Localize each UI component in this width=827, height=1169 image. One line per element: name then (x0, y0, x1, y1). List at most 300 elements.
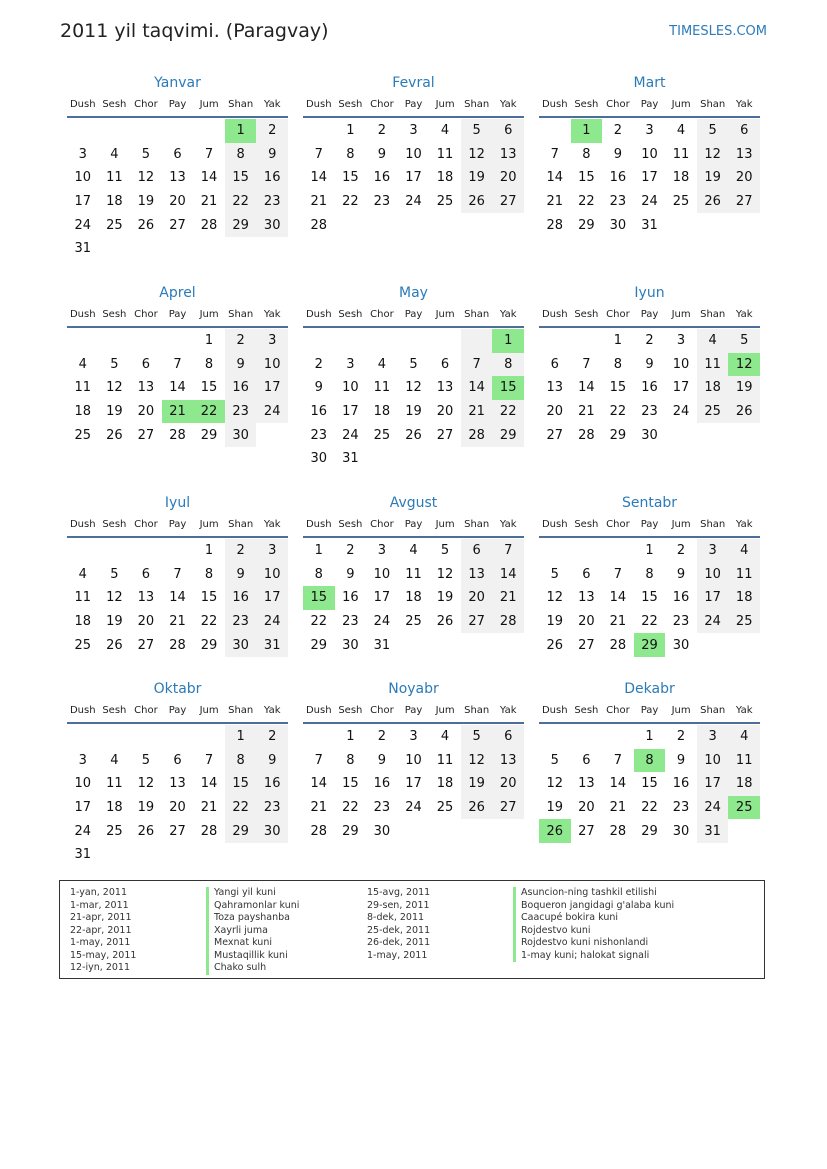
weekday-header (303, 514, 524, 538)
day-cell: 31 (373, 637, 391, 653)
weekday-label: Dush (305, 309, 332, 320)
day-cell: 2 (314, 356, 323, 372)
month-iyun (539, 282, 760, 447)
day-cell: 27 (578, 637, 595, 653)
day-cell: 25 (405, 614, 422, 630)
day-cell: 24 (256, 610, 288, 634)
day-cell: 18 (697, 376, 729, 400)
day-grid (67, 538, 288, 657)
weekday-label: Dush (305, 705, 332, 716)
day-cell: 13 (728, 143, 760, 167)
weekday-label: Chor (606, 705, 630, 716)
weekday-label: Yak (735, 519, 753, 530)
legend-date: 22-apr, 2011 (70, 924, 132, 936)
legend-holiday-name: Toza payshanba (206, 912, 299, 925)
day-cell: 16 (310, 404, 328, 420)
day-cell: 28 (609, 823, 627, 839)
day-cell: 6 (461, 539, 493, 563)
day-cell: 9 (346, 566, 355, 582)
day-cell: 4 (78, 356, 87, 372)
day-grid (539, 538, 760, 657)
weekday-label: Yak (499, 519, 517, 530)
weekday-label: Yak (735, 309, 753, 320)
day-cell: 21 (546, 194, 564, 210)
day-cell: 29 (492, 423, 524, 447)
day-cell: 27 (492, 190, 524, 214)
day-cell: 20 (578, 614, 595, 630)
day-cell: 6 (173, 146, 182, 162)
empty-day-cell (67, 539, 99, 563)
day-cell: 15 (342, 170, 359, 186)
day-cell: 30 (342, 637, 359, 653)
legend-dates-col-1 (70, 887, 136, 975)
day-cell: 13 (461, 563, 493, 587)
day-cell: 16 (225, 376, 257, 400)
day-cell: 13 (492, 143, 524, 167)
empty-day-cell (162, 119, 194, 143)
day-cell: 23 (672, 800, 690, 816)
day-cell: 29 (225, 819, 257, 843)
day-cell: 18 (436, 170, 454, 186)
day-cell: 1 (645, 729, 654, 745)
day-cell: 2 (256, 119, 288, 143)
weekday-header (67, 94, 288, 118)
day-cell: 18 (436, 776, 454, 792)
day-cell: 12 (697, 143, 729, 167)
day-cell: 20 (137, 404, 155, 420)
legend-date: 1-yan, 2011 (70, 887, 127, 898)
day-cell: 9 (256, 749, 288, 773)
weekday-label: Chor (134, 519, 158, 530)
holiday-legend (59, 880, 765, 979)
weekday-label: Yak (263, 309, 281, 320)
day-cell: 22 (578, 194, 595, 210)
weekday-label: Jum (671, 705, 691, 716)
empty-day-cell (303, 725, 335, 749)
month-name: Yanvar (154, 75, 201, 91)
day-cell: 13 (546, 380, 564, 396)
day-cell: 20 (169, 800, 186, 816)
legend-holiday-name: Rojdestvo kuni (513, 925, 674, 938)
day-cell: 28 (492, 610, 524, 634)
day-cell: 16 (672, 776, 690, 792)
empty-day-cell (398, 329, 430, 353)
day-cell: 22 (492, 400, 524, 424)
day-cell: 20 (728, 166, 760, 190)
weekday-label: Pay (404, 705, 423, 716)
day-cell: 25 (697, 400, 729, 424)
weekday-label: Jum (671, 99, 691, 110)
day-cell: 7 (314, 146, 323, 162)
day-cell: 5 (440, 543, 450, 559)
weekday-label: Chor (134, 309, 158, 320)
day-cell: 12 (106, 590, 123, 606)
day-cell: 27 (137, 427, 155, 443)
day-cell: 1 (314, 543, 323, 559)
day-cell: 27 (461, 610, 493, 634)
day-cell: 3 (346, 356, 355, 372)
day-cell: 6 (440, 356, 450, 372)
day-cell: 2 (676, 543, 686, 559)
day-cell: 14 (169, 590, 186, 606)
day-cell: 16 (609, 170, 627, 186)
day-cell: 1 (225, 725, 257, 749)
day-cell: 12 (436, 566, 454, 582)
day-cell: 2 (676, 729, 686, 745)
day-cell: 29 (200, 637, 218, 653)
weekday-label: Jum (435, 519, 455, 530)
day-cell: 3 (409, 123, 418, 139)
day-cell: 23 (256, 796, 288, 820)
day-cell: 24 (672, 404, 690, 420)
day-cell: 19 (405, 404, 422, 420)
day-cell: 22 (342, 800, 359, 816)
weekday-label: Jum (199, 705, 219, 716)
day-cell: 21 (169, 614, 186, 630)
legend-holiday-name: Xayrli juma (206, 925, 299, 938)
day-cell: 23 (225, 610, 257, 634)
day-cell: 21 (310, 194, 328, 210)
day-cell: 21 (609, 800, 627, 816)
month-may (303, 282, 524, 471)
weekday-label: Shan (700, 705, 726, 716)
weekday-label: Sesh (102, 705, 127, 716)
day-cell: 20 (546, 404, 564, 420)
month-yanvar (67, 72, 288, 261)
day-cell: 9 (314, 380, 323, 396)
day-cell: 1 (346, 123, 355, 139)
weekday-header (303, 304, 524, 328)
day-cell: 13 (436, 380, 454, 396)
day-cell: 26 (106, 637, 123, 653)
day-cell: 11 (436, 752, 454, 768)
day-cell: 13 (169, 170, 186, 186)
day-cell: 10 (405, 752, 422, 768)
day-cell: 19 (697, 166, 729, 190)
day-cell: 3 (697, 725, 729, 749)
day-cell: 26 (436, 614, 454, 630)
holiday-day-cell: 29 (634, 633, 666, 657)
day-cell: 28 (461, 423, 493, 447)
day-cell: 27 (169, 823, 186, 839)
day-cell: 18 (672, 170, 690, 186)
day-cell: 1 (613, 333, 623, 349)
weekday-label: Jum (671, 519, 691, 530)
day-cell: 9 (676, 566, 686, 582)
weekday-label: Sesh (574, 519, 599, 530)
day-cell: 24 (373, 614, 391, 630)
day-cell: 3 (377, 543, 387, 559)
day-cell: 15 (641, 776, 658, 792)
day-cell: 25 (436, 800, 454, 816)
day-cell: 2 (377, 123, 387, 139)
day-cell: 10 (672, 356, 690, 372)
day-cell: 31 (697, 819, 729, 843)
day-cell: 17 (697, 772, 729, 796)
weekday-header (539, 94, 760, 118)
day-cell: 19 (106, 614, 123, 630)
day-cell: 6 (492, 725, 524, 749)
day-cell: 20 (169, 194, 186, 210)
day-cell: 28 (200, 217, 218, 233)
empty-day-cell (602, 539, 634, 563)
day-cell: 14 (200, 776, 218, 792)
day-cell: 30 (672, 637, 690, 653)
holiday-day-cell: 1 (571, 119, 603, 143)
weekday-header (303, 94, 524, 118)
day-cell: 25 (106, 217, 123, 233)
day-cell: 6 (582, 752, 591, 768)
day-cell: 12 (546, 590, 564, 606)
day-cell: 30 (609, 217, 627, 233)
day-cell: 7 (550, 146, 559, 162)
holiday-day-cell: 25 (728, 796, 760, 820)
holiday-day-cell: 1 (225, 119, 257, 143)
legend-holiday-name: Qahramonlar kuni (206, 900, 299, 913)
day-cell: 10 (74, 170, 92, 186)
day-cell: 28 (169, 637, 186, 653)
day-cell: 4 (440, 729, 450, 745)
day-cell: 12 (106, 380, 123, 396)
empty-day-cell (67, 119, 99, 143)
day-cell: 31 (256, 633, 288, 657)
day-cell: 5 (728, 329, 760, 353)
day-cell: 17 (405, 776, 422, 792)
day-cell: 1 (346, 729, 355, 745)
day-cell: 23 (672, 614, 690, 630)
day-cell: 17 (672, 380, 690, 396)
month-iyul (67, 492, 288, 657)
day-cell: 3 (256, 329, 288, 353)
empty-day-cell (67, 725, 99, 749)
weekday-label: Yak (499, 309, 517, 320)
legend-holiday-name: Caacupé bokira kuni (513, 912, 674, 925)
month-mart (539, 72, 760, 237)
legend-names-col-1 (206, 887, 299, 975)
day-cell: 12 (137, 776, 155, 792)
day-cell: 16 (641, 380, 658, 396)
empty-day-cell (67, 329, 99, 353)
day-cell: 8 (346, 752, 355, 768)
day-cell: 26 (697, 190, 729, 214)
weekday-label: Shan (464, 705, 490, 716)
weekday-label: Dush (69, 99, 96, 110)
day-cell: 13 (137, 380, 155, 396)
day-cell: 4 (409, 543, 418, 559)
weekday-label: Dush (541, 99, 568, 110)
day-cell: 14 (169, 380, 186, 396)
day-cell: 3 (256, 539, 288, 563)
month-name: Dekabr (624, 681, 675, 697)
month-name: Aprel (159, 285, 196, 301)
weekday-label: Pay (168, 99, 187, 110)
legend-holiday-name: 1-may kuni; halokat signali (513, 950, 674, 963)
month-name: Noyabr (388, 681, 439, 697)
empty-day-cell (162, 725, 194, 749)
weekday-label: Yak (735, 99, 753, 110)
weekday-label: Yak (263, 99, 281, 110)
day-cell: 18 (74, 404, 92, 420)
empty-day-cell (335, 329, 367, 353)
empty-day-cell (429, 329, 461, 353)
day-cell: 21 (310, 800, 328, 816)
day-cell: 19 (728, 376, 760, 400)
day-cell: 22 (310, 614, 328, 630)
empty-day-cell (461, 329, 493, 353)
day-cell: 28 (609, 637, 627, 653)
day-cell: 6 (728, 119, 760, 143)
day-cell: 19 (106, 404, 123, 420)
site-link[interactable]: TIMESLES.COM (669, 24, 767, 39)
day-cell: 25 (436, 194, 454, 210)
weekday-label: Dush (541, 519, 568, 530)
holiday-day-cell: 12 (728, 353, 760, 377)
day-cell: 15 (578, 170, 595, 186)
month-oktabr (67, 678, 288, 867)
day-cell: 24 (405, 800, 422, 816)
day-cell: 21 (200, 194, 218, 210)
empty-day-cell (303, 329, 335, 353)
day-cell: 2 (225, 539, 257, 563)
weekday-label: Chor (134, 705, 158, 716)
day-cell: 30 (225, 633, 257, 657)
weekday-label: Sesh (574, 309, 599, 320)
month-name: Mart (633, 75, 666, 91)
day-cell: 12 (405, 380, 422, 396)
weekday-label: Yak (499, 705, 517, 716)
weekday-label: Jum (435, 705, 455, 716)
day-cell: 5 (550, 752, 559, 768)
day-cell: 28 (200, 823, 218, 839)
day-cell: 25 (74, 427, 92, 443)
month-avgust (303, 492, 524, 657)
empty-day-cell (571, 725, 603, 749)
day-cell: 25 (106, 823, 123, 839)
day-cell: 9 (613, 146, 623, 162)
day-cell: 15 (342, 776, 359, 792)
day-cell: 7 (314, 752, 323, 768)
weekday-label: Dush (69, 309, 96, 320)
empty-day-cell (303, 119, 335, 143)
day-cell: 26 (137, 823, 155, 839)
weekday-header (67, 304, 288, 328)
day-cell: 8 (492, 353, 524, 377)
day-cell: 23 (342, 614, 359, 630)
day-cell: 21 (492, 586, 524, 610)
day-cell: 22 (641, 800, 658, 816)
month-name: Iyul (164, 495, 191, 511)
day-cell: 7 (204, 146, 214, 162)
weekday-label: Dush (541, 309, 568, 320)
weekday-label: Chor (134, 99, 158, 110)
day-cell: 24 (641, 194, 658, 210)
legend-date: 15-may, 2011 (70, 949, 137, 961)
day-cell: 11 (728, 749, 760, 773)
day-cell: 24 (697, 796, 729, 820)
empty-day-cell (130, 725, 162, 749)
day-cell: 3 (697, 539, 729, 563)
day-cell: 1 (645, 543, 654, 559)
weekday-label: Dush (305, 519, 332, 530)
legend-date: 1-may, 2011 (367, 949, 428, 961)
holiday-day-cell: 15 (303, 586, 335, 610)
month-name: Iyun (634, 285, 665, 301)
day-grid (539, 118, 760, 237)
day-cell: 14 (609, 590, 627, 606)
day-grid (67, 724, 288, 867)
weekday-label: Pay (640, 519, 659, 530)
weekday-label: Pay (404, 309, 423, 320)
empty-day-cell (162, 329, 194, 353)
day-cell: 22 (641, 614, 658, 630)
day-cell: 14 (461, 376, 493, 400)
day-cell: 5 (461, 725, 493, 749)
day-cell: 19 (137, 800, 155, 816)
day-cell: 16 (373, 170, 391, 186)
empty-day-cell (99, 119, 131, 143)
holiday-day-cell: 1 (492, 329, 524, 353)
weekday-header (67, 700, 288, 724)
day-cell: 4 (377, 356, 387, 372)
legend-date: 29-sen, 2011 (367, 899, 430, 911)
legend-date: 1-may, 2011 (70, 937, 131, 948)
day-cell: 19 (461, 166, 493, 190)
day-cell: 2 (613, 123, 623, 139)
day-cell: 7 (613, 752, 623, 768)
day-cell: 9 (256, 143, 288, 167)
day-cell: 28 (578, 427, 595, 443)
day-cell: 17 (373, 590, 391, 606)
day-cell: 15 (641, 590, 658, 606)
day-cell: 18 (728, 772, 760, 796)
day-cell: 13 (578, 776, 595, 792)
day-cell: 11 (436, 146, 454, 162)
day-cell: 14 (546, 170, 564, 186)
day-cell: 16 (225, 586, 257, 610)
holiday-day-cell: 15 (492, 376, 524, 400)
holiday-day-cell: 21 (162, 400, 194, 424)
day-cell: 17 (74, 194, 92, 210)
day-cell: 6 (582, 566, 591, 582)
day-cell: 4 (110, 752, 119, 768)
weekday-label: Pay (404, 519, 423, 530)
day-cell: 25 (74, 637, 92, 653)
weekday-label: Chor (370, 519, 394, 530)
day-cell: 8 (204, 566, 214, 582)
day-cell: 26 (137, 217, 155, 233)
weekday-label: Dush (69, 705, 96, 716)
day-cell: 23 (256, 190, 288, 214)
empty-day-cell (99, 539, 131, 563)
legend-date: 21-apr, 2011 (70, 912, 132, 923)
legend-date: 26-dek, 2011 (367, 937, 431, 948)
empty-day-cell (539, 329, 571, 353)
weekday-label: Pay (404, 99, 423, 110)
weekday-label: Sesh (338, 309, 363, 320)
day-cell: 12 (546, 776, 564, 792)
day-cell: 10 (256, 353, 288, 377)
day-cell: 22 (225, 796, 257, 820)
day-cell: 2 (645, 333, 654, 349)
legend-names-col-2 (513, 887, 674, 962)
day-cell: 18 (106, 194, 123, 210)
weekday-label: Jum (435, 309, 455, 320)
day-cell: 18 (74, 614, 92, 630)
day-cell: 21 (609, 614, 627, 630)
day-cell: 23 (373, 194, 391, 210)
day-grid (303, 538, 524, 657)
day-cell: 29 (641, 823, 658, 839)
